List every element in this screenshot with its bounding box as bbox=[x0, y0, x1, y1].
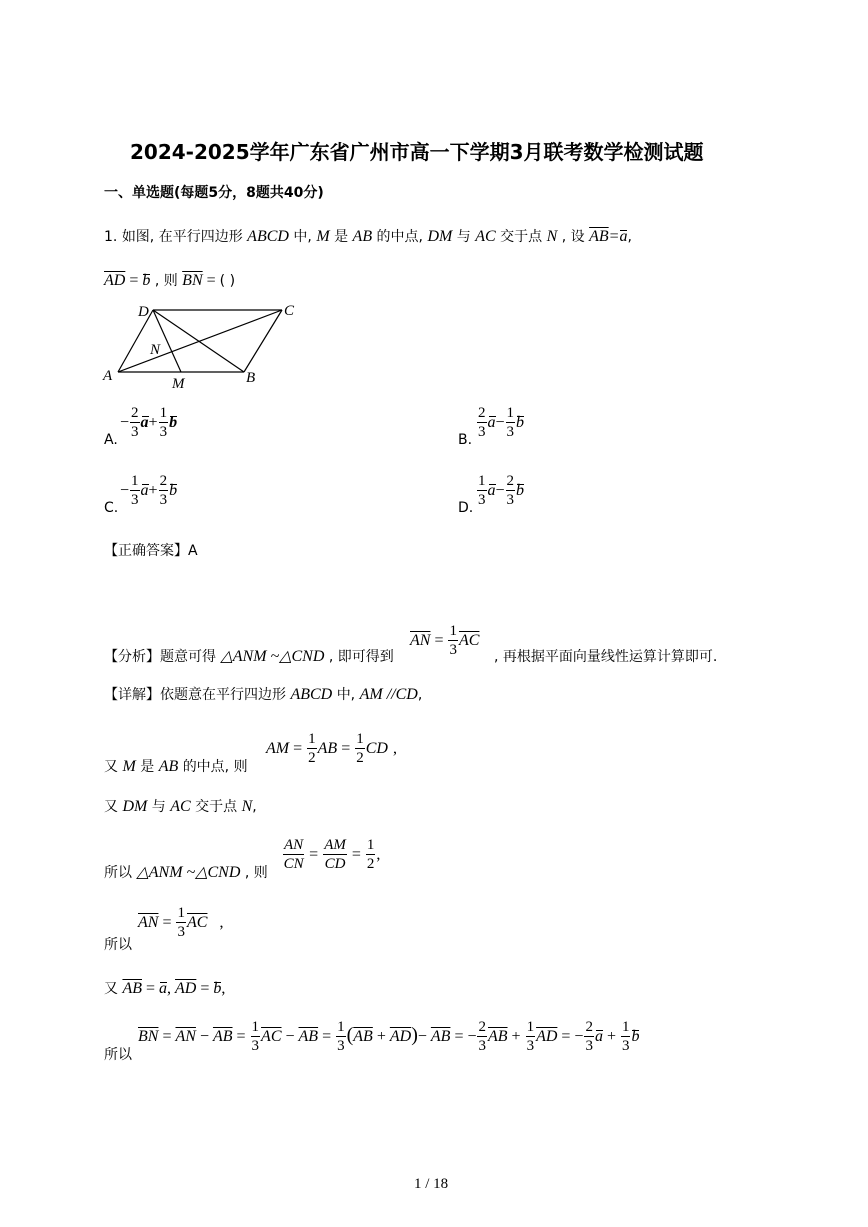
section-heading: 一、单选题(每题5分，8题共40分) bbox=[104, 185, 324, 201]
detail-line6: 又 $\overline{AB} = a$, $\overline{AD} = b$, bbox=[104, 980, 226, 997]
correct-answer: 【正确答案】A bbox=[104, 543, 198, 559]
analysis-text-end: , 再根据平面向量线性运算计算即可. bbox=[494, 649, 718, 665]
option-c-label[interactable]: C. bbox=[104, 500, 119, 516]
option-b-label[interactable]: B. bbox=[458, 432, 473, 448]
detail-formula-an: $\overline{AN}$ = $\frac{1}{3}$ $\overline{AC}$ , bbox=[138, 905, 224, 940]
analysis-text: 【分析】题意可得 △ANM ~△CND , 即可得到 bbox=[104, 648, 394, 665]
label-n: N bbox=[150, 342, 161, 358]
option-c-expression: − $\frac{1}{3}$ a+ $\frac{2}{3}$ b bbox=[120, 473, 178, 508]
option-a-expression: − $\frac{2}{3}$ a+ $\frac{1}{3}$ b bbox=[120, 405, 178, 440]
parallelogram-figure bbox=[100, 298, 310, 392]
option-d-expression: $\frac{1}{3}$ a− $\frac{2}{3}$ b bbox=[478, 473, 525, 508]
option-b-expression: $\frac{2}{3}$ a− $\frac{1}{3}$ b bbox=[478, 405, 525, 440]
edge-bc bbox=[244, 310, 282, 372]
label-b: B bbox=[246, 370, 256, 386]
question-stem-line1: 1. 如图, 在平行四边形 ABCD 中, M 是 AB 的中点, DM 与 AC 交于点 N , 设 $\overline{AB}=a$, bbox=[104, 228, 632, 245]
label-m: M bbox=[172, 376, 185, 392]
detail-line5: 所以 bbox=[104, 937, 132, 953]
detail-line3: 又 DM 与 AC 交于点 N, bbox=[104, 798, 257, 815]
option-d-label[interactable]: D. bbox=[458, 500, 474, 516]
detail-line4: 所以 △ANM ~△CND , 则 bbox=[104, 864, 268, 881]
detail-line7: 所以 bbox=[104, 1047, 132, 1063]
question-stem-line2: $\overline{AD} = b$ , 则 $\overline{BN}$ = ( ) bbox=[104, 272, 236, 289]
detail-formula-ratio: $\frac{AN}{CN}$ = $\frac{AM}{CD}$ = $\frac{1}{2}$ , bbox=[283, 837, 381, 872]
detail-formula-am: AM = $\frac{1}{2}$ AB = $\frac{1}{2}$ CD , bbox=[266, 731, 398, 766]
detail-line2: 又 M 是 AB 的中点, 则 bbox=[104, 758, 248, 775]
page-number: 1 / 18 bbox=[414, 1176, 449, 1192]
detail-line1: 【详解】依题意在平行四边形 ABCD 中, AM //CD, bbox=[104, 686, 423, 703]
analysis-formula: $\overline{AN}$ = $\frac{1}{3}$ $\overline{AC}$ bbox=[410, 623, 480, 658]
label-d: D bbox=[138, 304, 149, 320]
option-a-label[interactable]: A. bbox=[104, 432, 118, 448]
label-a: A bbox=[103, 368, 113, 384]
page-title: 2024-2025学年广东省广州市高一下学期3月联考数学检测试题 bbox=[130, 140, 704, 164]
label-c: C bbox=[284, 303, 295, 319]
detail-formula-bn: $\overline{BN} = \overline{AN} - \overline{AB}$ = $\frac{1}{3}$ $\overline{AC} - \overline{AB}$ = $\frac{1}{3}$ $(\overline{AB} + \overline{AD})- \overline{AB}$ = − $\frac{2}{3}$ $\overline{AB}$ + $\frac{1}{3}$ $\overline{AD}$ = − $\frac{2}{3}$ a + $\frac{1}{3}$ b bbox=[138, 1019, 640, 1054]
